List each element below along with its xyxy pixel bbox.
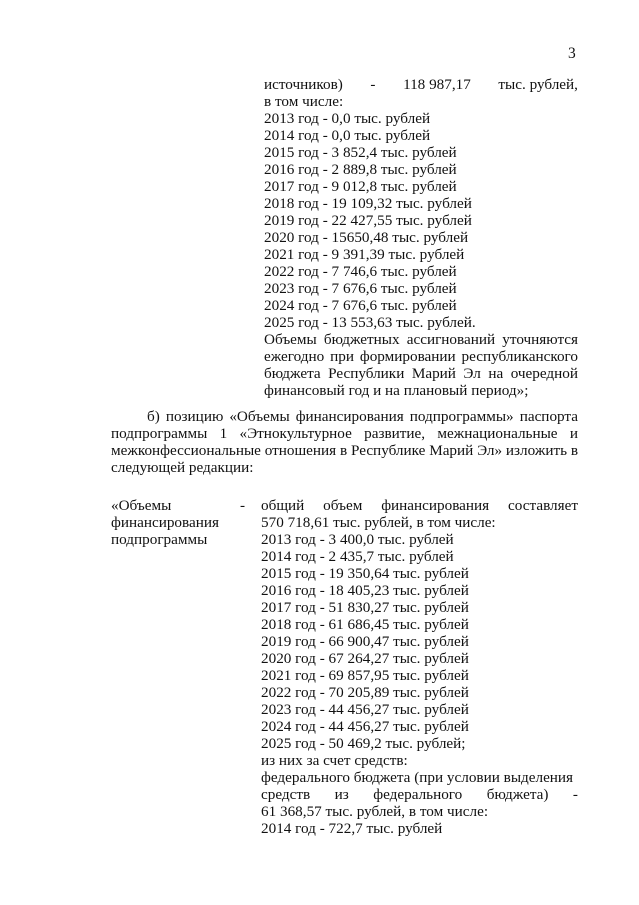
year-line: 2021 год - 69 857,95 тыс. рублей: [261, 667, 469, 684]
federal-line-2: [261, 786, 578, 803]
top-years-list: [264, 110, 578, 331]
federal-word: средств: [261, 786, 311, 803]
year-line: 2013 год - 3 400,0 тыс. рублей: [261, 531, 454, 548]
year-line: 2016 год - 18 405,23 тыс. рублей: [261, 582, 469, 599]
year-line: 2022 год - 70 205,89 тыс. рублей: [261, 684, 469, 701]
year-line: 2025 год - 13 553,63 тыс. рублей.: [264, 314, 476, 331]
year-line: 2019 год - 22 427,55 тыс. рублей: [264, 212, 472, 229]
federal-word: бюджета): [486, 786, 549, 803]
label-line: подпрограммы: [111, 531, 208, 548]
amendment-paragraph: б) позицию «Объемы финансирования подпрограммы» паспорта подпрограммы 1 «Этнокультурное развитие, межнациональные и межконфессиональные отношения в Республике Марий Эл» изложить в следующей редакции:: [111, 408, 578, 476]
year-line: 2023 год - 7 676,6 тыс. рублей: [264, 280, 457, 297]
federal-word: из: [334, 786, 349, 803]
year-line: 2022 год - 7 746,6 тыс. рублей: [264, 263, 457, 280]
year-line: 2021 год - 9 391,39 тыс. рублей: [264, 246, 465, 263]
year-line: 2013 год - 0,0 тыс. рублей: [264, 110, 431, 127]
federal-line-1: федерального бюджета (при условии выделения: [261, 769, 574, 786]
sources-amount: 118 987,17: [403, 76, 471, 93]
top-funding-block: [264, 76, 578, 399]
year-line: 2017 год - 51 830,27 тыс. рублей: [261, 599, 469, 616]
year-line: 2018 год - 19 109,32 тыс. рублей: [264, 195, 472, 212]
section-years-list: [261, 531, 578, 752]
year-line: 2016 год - 2 889,8 тыс. рублей: [264, 161, 457, 178]
year-line: 2024 год - 44 456,27 тыс. рублей: [261, 718, 469, 735]
total-amount-line: 570 718,61 тыс. рублей, в том числе:: [261, 514, 496, 531]
year-line: 2023 год - 44 456,27 тыс. рублей: [261, 701, 469, 718]
sources-row: [264, 76, 578, 93]
including-label: в том числе:: [264, 93, 344, 110]
sources-label: источников): [264, 76, 343, 93]
year-line: 2017 год - 9 012,8 тыс. рублей: [264, 178, 457, 195]
total-word: финансирования: [381, 497, 490, 514]
year-line: 2019 год - 66 900,47 тыс. рублей: [261, 633, 469, 650]
label-column: [111, 497, 241, 548]
federal-line-3: 61 368,57 тыс. рублей, в том числе:: [261, 803, 489, 820]
value-column: [261, 497, 578, 837]
federal-word: -: [572, 786, 578, 803]
total-word: объем: [323, 497, 363, 514]
sources-unit: тыс. рублей,: [498, 76, 578, 93]
total-line: [261, 497, 578, 514]
year-line: 2020 год - 67 264,27 тыс. рублей: [261, 650, 469, 667]
year-line: 2015 год - 19 350,64 тыс. рублей: [261, 565, 469, 582]
label-line: финансирования: [111, 514, 219, 531]
total-word: общий: [261, 497, 305, 514]
separator-dash: -: [240, 497, 246, 514]
label-line: «Объемы: [111, 497, 172, 514]
from-them-line: из них за счет средств:: [261, 752, 408, 769]
sources-dash: -: [370, 76, 376, 93]
year-line: 2014 год - 2 435,7 тыс. рублей: [261, 548, 454, 565]
federal-word: федерального: [373, 786, 463, 803]
budget-note: Объемы бюджетных ассигнований уточняются ежегодно при формировании республиканского бюджета Республики Марий Эл на очередной финансовый год и на плановый период»;: [264, 331, 578, 399]
federal-2014-line: 2014 год - 722,7 тыс. рублей: [261, 820, 443, 837]
year-line: 2025 год - 50 469,2 тыс. рублей;: [261, 735, 466, 752]
year-line: 2018 год - 61 686,45 тыс. рублей: [261, 616, 469, 633]
year-line: 2024 год - 7 676,6 тыс. рублей: [264, 297, 457, 314]
total-word: составляет: [508, 497, 578, 514]
year-line: 2015 год - 3 852,4 тыс. рублей: [264, 144, 457, 161]
year-line: 2020 год - 15650,48 тыс. рублей: [264, 229, 469, 246]
page-number: 3: [568, 45, 576, 62]
year-line: 2014 год - 0,0 тыс. рублей: [264, 127, 431, 144]
